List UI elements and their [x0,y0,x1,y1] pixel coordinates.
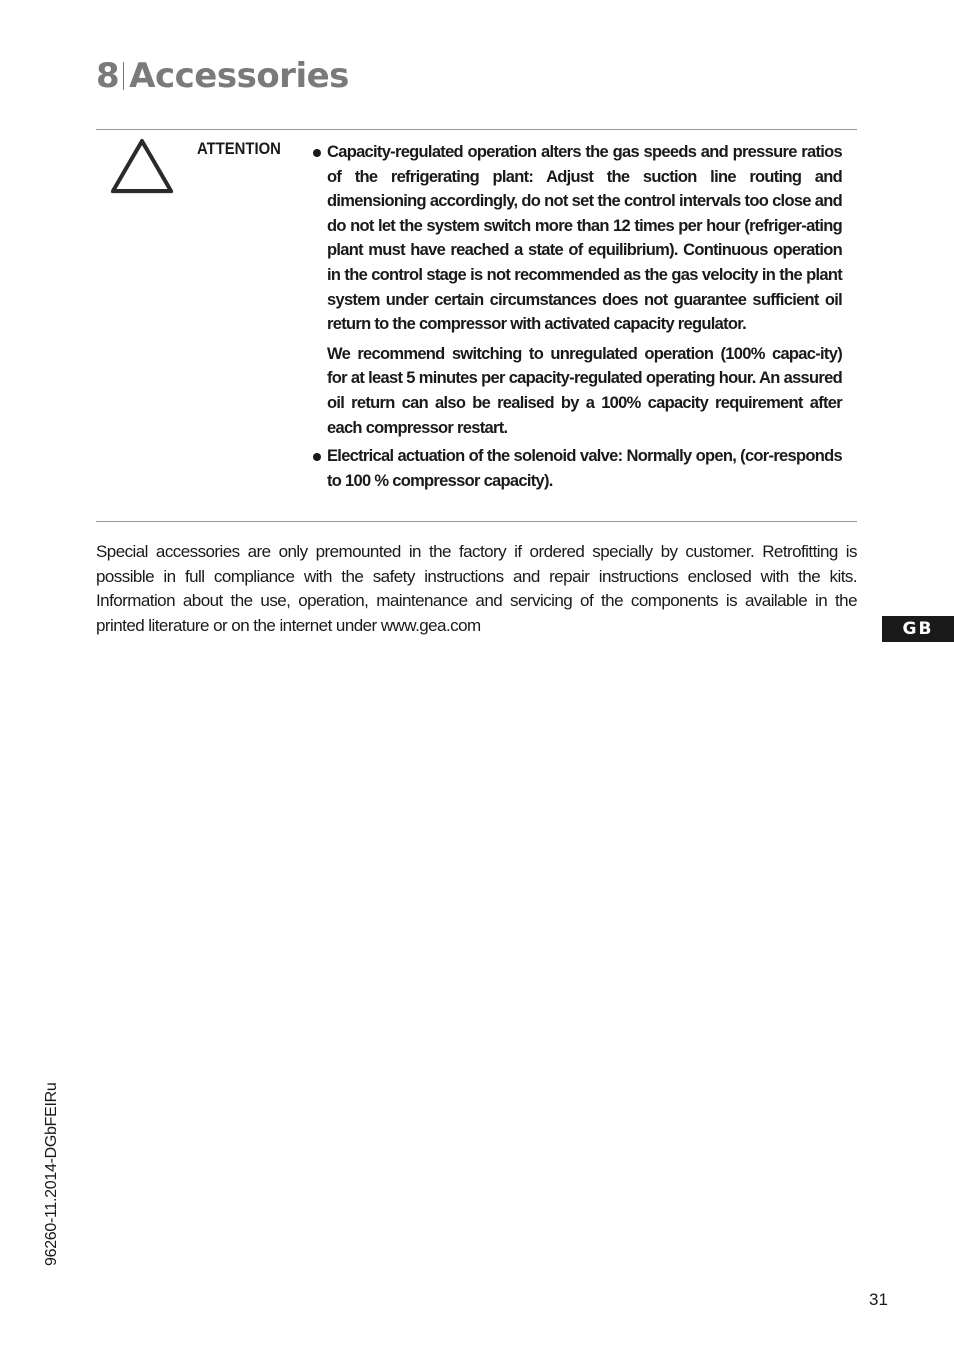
section-number: 8 [96,56,120,96]
bullet-icon [313,149,321,157]
notice-bullet-item [312,140,842,337]
notice-top-rule [96,129,857,130]
body-paragraph: Special accessories are only premounted in the factory if ordered specially by customer. Retrofitting is possible in full compliance with the safety instructions and repair instructions enclosed with the kits. Information about the use, operation, maintenance and servicing of the components is available in the printed literature or on the internet under www.gea.com [96,542,857,635]
section-title: Accessories [129,56,349,96]
page-number: 31 [869,1290,888,1309]
heading-separator [123,62,124,90]
notice-bottom-rule [96,521,857,522]
attention-notice [312,140,842,493]
bullet-icon [313,453,321,461]
notice-bullet-item [312,444,842,493]
warning-triangle-icon [108,138,176,198]
notice-paragraph: We recommend switching to unregulated operation (100% capac-ity) for at least 5 minutes per capacity-regulated operating hour. An assured oil return can also be realised by a 100% capacity requirement after each compressor restart. [327,344,842,437]
notice-bullet-text: Capacity-regulated operation alters the gas speeds and pressure ratios of the refrigerating plant: Adjust the suction line routing and dimensioning accordingly, do not set the control intervals too close and do not let the system switch more than 12 times per hour (refriger-ating plant must have reached a state of equilibrium). Continuous operation in the control stage is not recommended as the gas velocity in the plant system under certain circumstances does not guarantee sufficient oil return to the compressor with activated capacity regulator. [327,143,842,334]
notice-bullet-text: Electrical actuation of the solenoid valve: Normally open, (cor-responds to 100 % compressor capacity). [327,447,842,490]
language-tab: GB [882,616,954,642]
document-code: 96260-11.2014-DGbFEIRu [43,1082,60,1266]
attention-label: ATTENTION [197,140,281,158]
section-heading [96,56,349,96]
